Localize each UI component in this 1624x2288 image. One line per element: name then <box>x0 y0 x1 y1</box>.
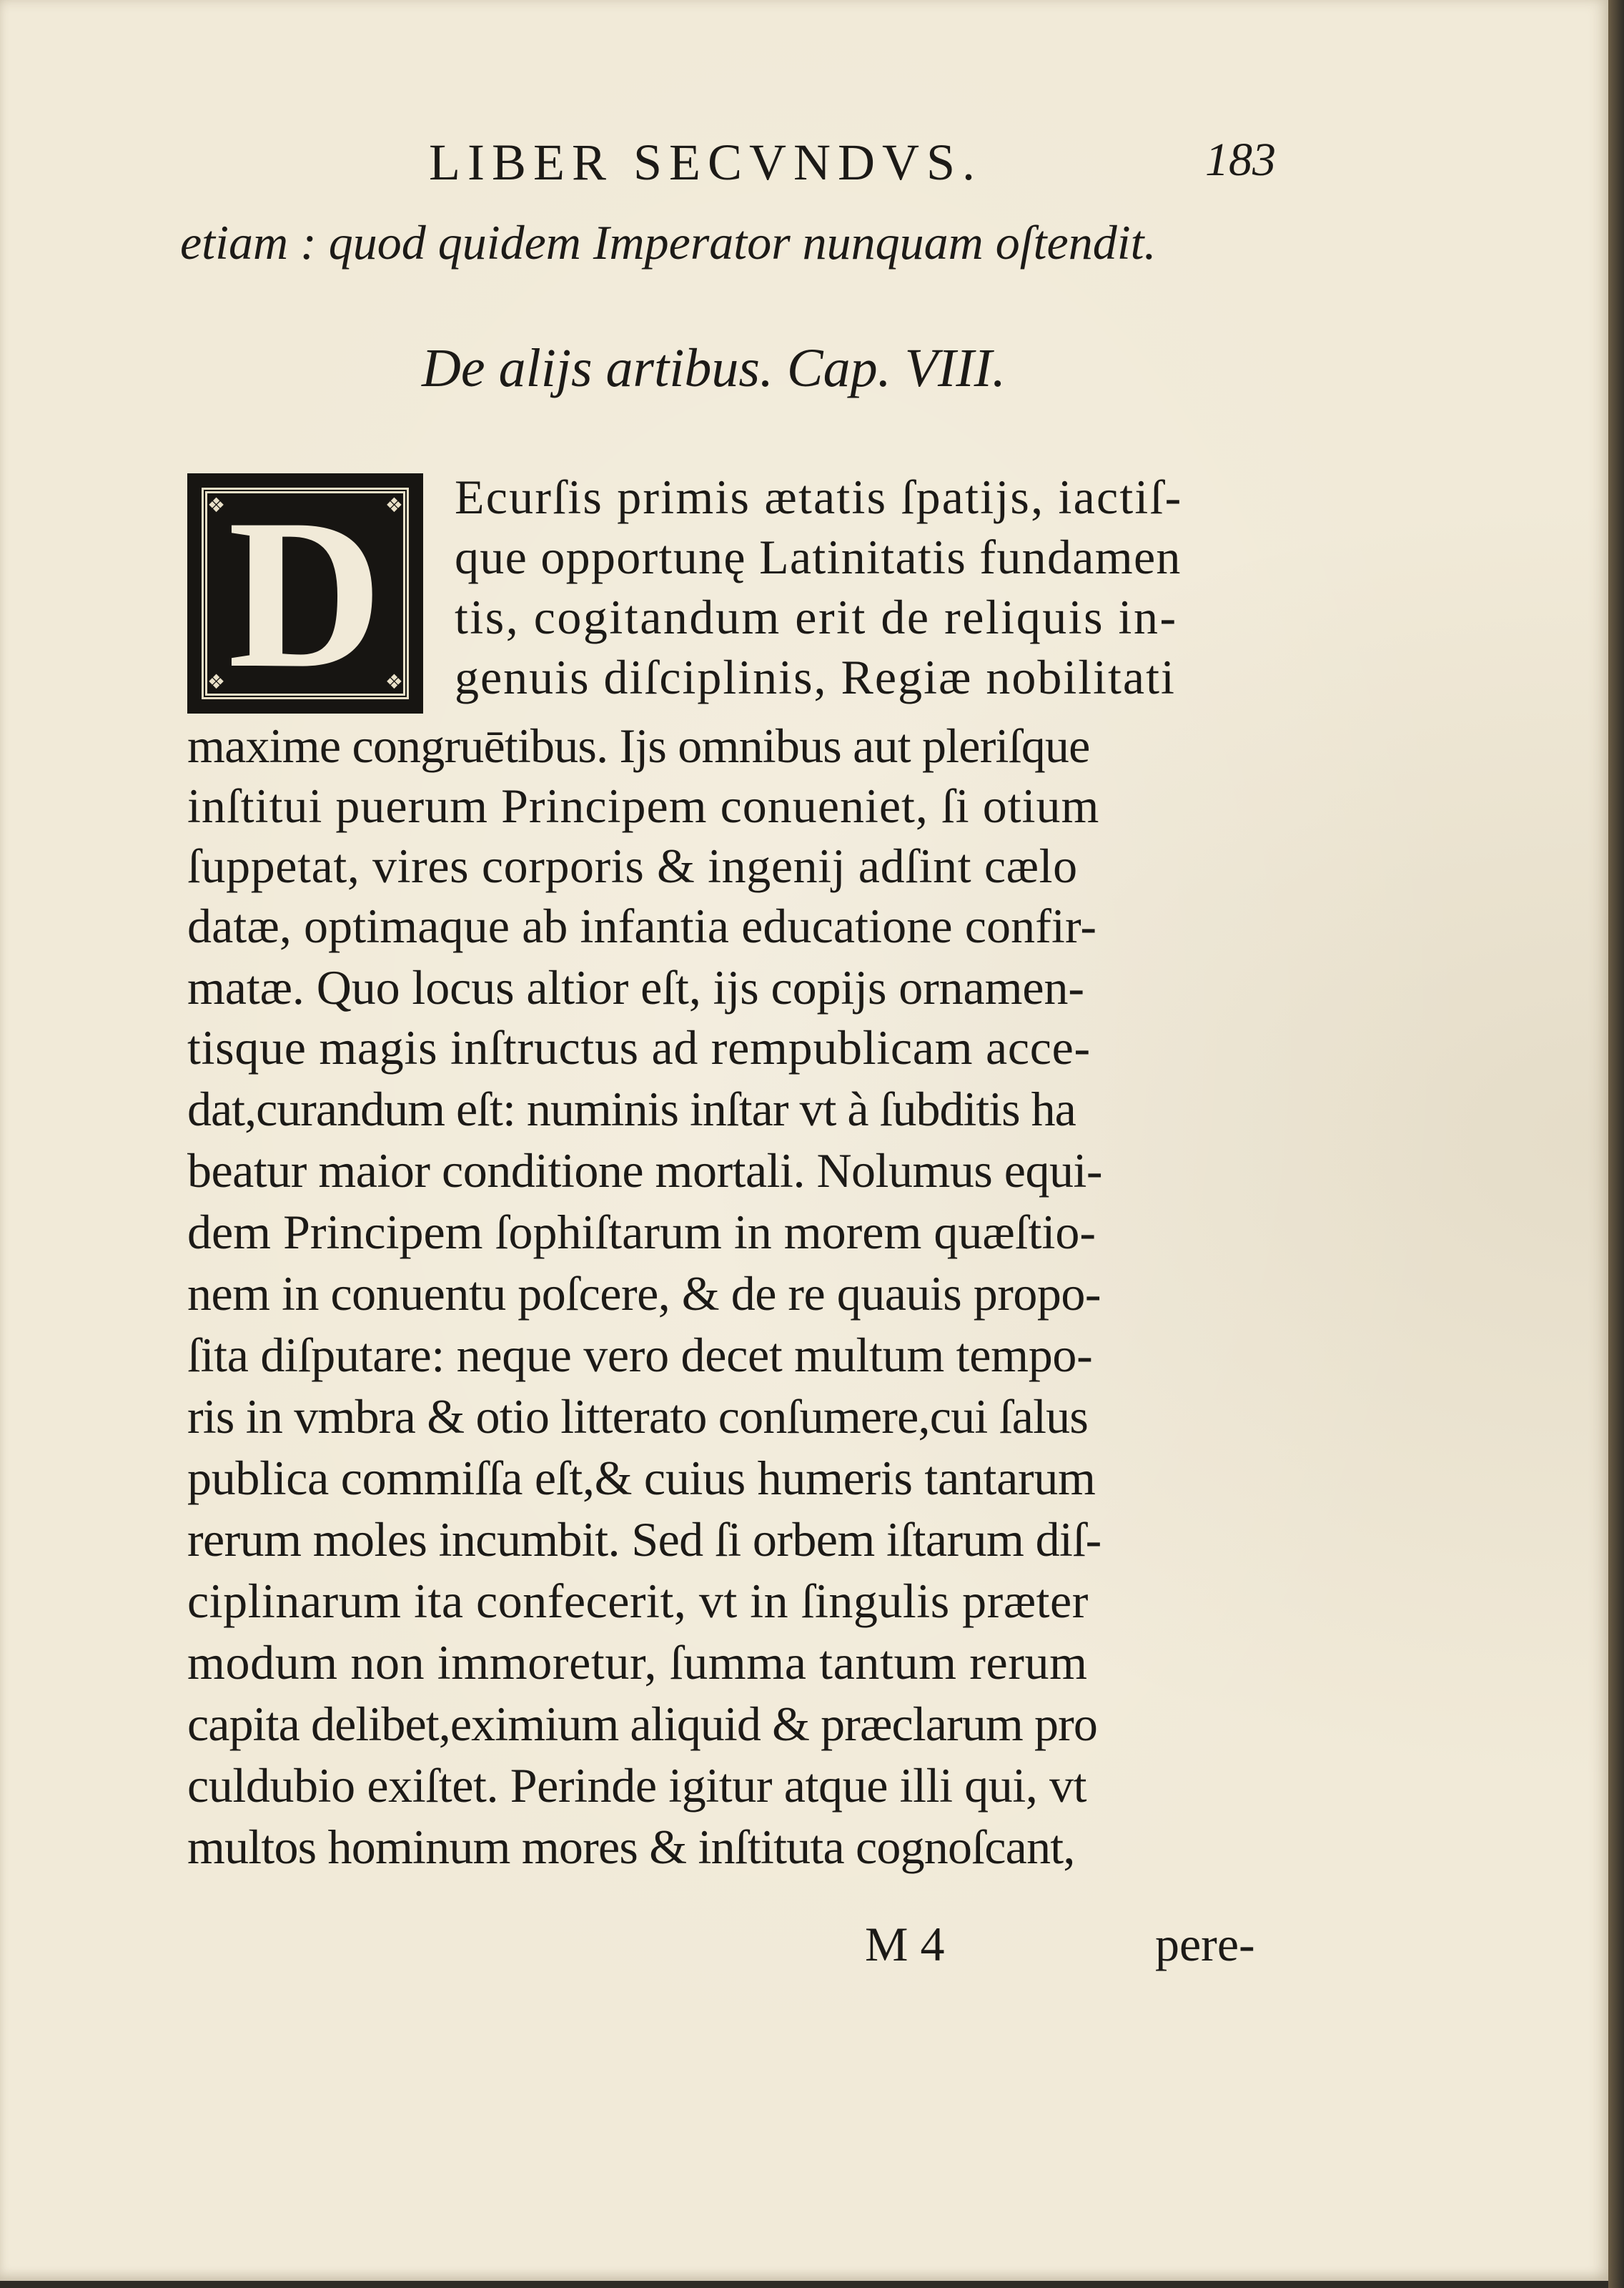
text-line: ſuppetat, vires corporis & ingenij adſint cælo <box>187 839 1078 893</box>
page-edge <box>1608 0 1624 2288</box>
show-through-text <box>843 279 853 323</box>
chapter-heading: De alijs artibus. Cap. VIII. <box>422 338 1006 398</box>
text-line: modum non immoretur, ſumma tantum rerum <box>187 1635 1088 1690</box>
catchword: pere- <box>1155 1917 1255 1971</box>
text-line: rerum moles incumbit. Sed ſi orbem iſtarum diſ- <box>187 1512 1101 1567</box>
text-line: genuis diſciplinis, Regiæ nobilitati <box>455 650 1176 704</box>
signature-mark: M 4 <box>865 1917 945 1971</box>
ornament-icon: ❖ <box>207 670 226 694</box>
text-line: dat,curandum eſt: numinis inſtar vt à ſubditis ha <box>187 1082 1076 1136</box>
text-line: beatur maior conditione mortali. Nolumus equi- <box>187 1143 1103 1198</box>
text-line: matæ. Quo locus altior eſt, ijs copijs ornamen- <box>187 960 1084 1015</box>
text-line: datæ, optimaque ab infantia educatione confir- <box>187 899 1097 953</box>
text-line: tis, cogitandum erit de reliquis in- <box>455 590 1178 644</box>
decorated-initial <box>187 473 423 714</box>
text-line: inſtitui puerum Principem conueniet, ſi otium <box>187 779 1100 833</box>
text-line: que opportunę Latinitatis fundamen <box>455 530 1182 584</box>
running-head: LIBER SECVNDVS. <box>429 134 983 191</box>
text-line: dem Principem ſophiſtarum in morem quæſtio- <box>187 1205 1096 1259</box>
text-line: ciplinarum ita confecerit, vt in ſingulis præter <box>187 1574 1089 1628</box>
text-line: tisque magis inſtructus ad rempublicam acce- <box>187 1020 1091 1075</box>
text-line: Ecurſis primis ætatis ſpatijs, iactiſ- <box>455 470 1183 524</box>
page-number: 183 <box>1205 134 1276 186</box>
text-line: maxime congruētibus. Ijs omnibus aut pleriſque <box>187 719 1090 773</box>
ornament-icon: ❖ <box>385 670 403 694</box>
ornament-icon: ❖ <box>207 493 226 517</box>
text-line: ris in vmbra & otio litterato conſumere,cui ſalus <box>187 1389 1089 1444</box>
text-line: ſita diſputare: neque vero decet multum tempo- <box>187 1328 1093 1382</box>
ornament-icon: ❖ <box>385 493 403 517</box>
text-line: nem in conuentu poſcere, & de re quauis propo- <box>187 1266 1101 1321</box>
text-line: capita delibet,eximium aliquid & præclarum pro <box>187 1697 1097 1751</box>
text-line: culdubio exiſtet. Perinde igitur atque illi qui, vt <box>187 1758 1087 1813</box>
continuation-line: etiam : quod quidem Imperator nunquam oſtendit. <box>180 215 1157 270</box>
initial-letter: D <box>227 475 383 712</box>
text-line: publica commiſſa eſt,& cuius humeris tantarum <box>187 1451 1096 1505</box>
text-line: multos hominum mores & inſtituta cognoſcant, <box>187 1820 1075 1874</box>
